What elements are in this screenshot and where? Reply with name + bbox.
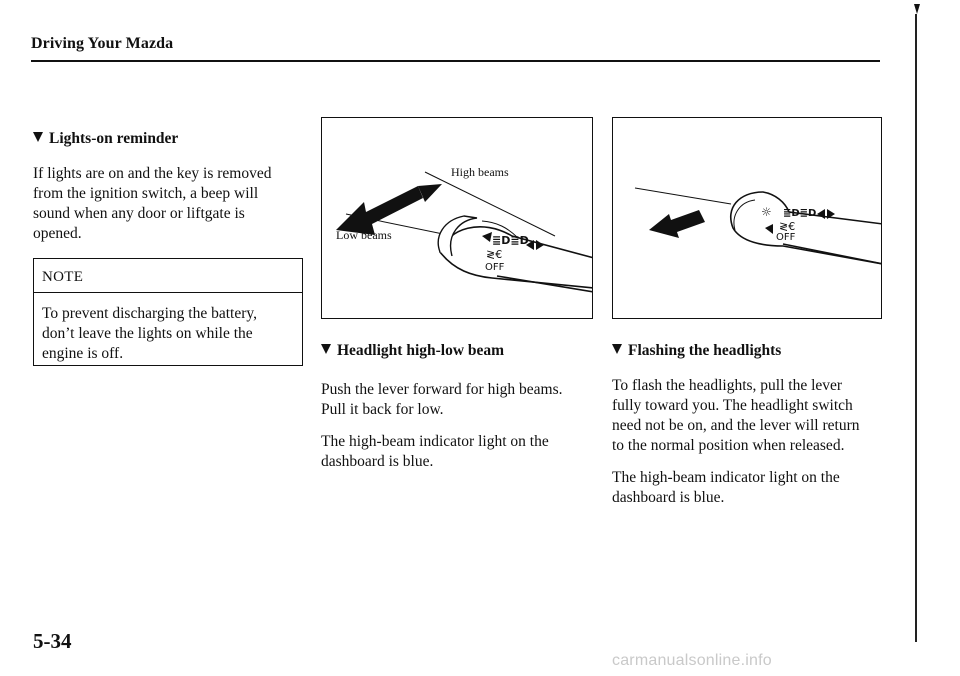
text-line: To prevent discharging the battery, xyxy=(42,305,257,322)
text-line: to the normal position when released. xyxy=(612,437,845,454)
svg-text:☼: ☼ xyxy=(761,205,772,219)
text-line: The high-beam indicator light on the xyxy=(321,433,549,450)
triangle-down-icon xyxy=(321,344,331,354)
lights-on-reminder-heading-text: Lights-on reminder xyxy=(49,130,179,147)
text-line: To flash the headlights, pull the lever xyxy=(612,377,843,394)
corner-mark-icon xyxy=(914,4,920,14)
note-text xyxy=(42,304,298,364)
text-line: from the ignition switch, a beep will xyxy=(33,185,259,202)
text-line: fully toward you. The headlight switch xyxy=(612,397,853,414)
headlight-lever-illustration xyxy=(322,118,593,319)
off-symbol: OFF xyxy=(776,232,796,243)
text-line: Push the lever forward for high beams. xyxy=(321,381,563,398)
page-number: 5-34 xyxy=(33,629,72,653)
text-line: dashboard is blue. xyxy=(321,453,434,470)
svg-text:≷€: ≷€ xyxy=(486,248,503,261)
svg-text:≷€: ≷€ xyxy=(779,220,796,233)
note-box xyxy=(33,258,303,366)
lights-on-reminder-text xyxy=(33,164,271,244)
low-beams-label: Low beams xyxy=(336,228,392,242)
watermark: carmanualsonline.info xyxy=(612,652,772,669)
headlight-high-low-beam-heading xyxy=(321,342,504,360)
flashing-paragraph-2 xyxy=(612,468,840,508)
off-symbol: OFF xyxy=(485,262,505,273)
text-line: need not be on, and the lever will return xyxy=(612,417,860,434)
svg-text:≣D≣D: ≣D≣D xyxy=(783,208,817,219)
running-header: Driving Your Mazda xyxy=(31,35,174,52)
text-line: don’t leave the lights on while the xyxy=(42,325,253,342)
headlight-high-low-beam-heading-text: Headlight high-low beam xyxy=(337,342,505,359)
text-line: If lights are on and the key is removed xyxy=(33,165,272,182)
note-title: NOTE xyxy=(42,269,84,285)
headlight-lever-illustration xyxy=(613,118,882,319)
text-line: Pull it back for low. xyxy=(321,401,444,418)
text-line: sound when any door or liftgate is xyxy=(33,205,245,222)
text-line: The high-beam indicator light on the xyxy=(612,469,840,486)
text-line: dashboard is blue. xyxy=(612,489,725,506)
high-beams-label: High beams xyxy=(451,165,509,179)
text-line: engine is off. xyxy=(42,345,124,362)
header-rule xyxy=(31,60,880,62)
high-low-paragraph-2 xyxy=(321,432,549,472)
flashing-headlights-figure xyxy=(612,117,882,319)
text-line: opened. xyxy=(33,225,82,242)
triangle-down-icon xyxy=(33,132,43,142)
arrow-left-icon xyxy=(649,210,705,238)
margin-line xyxy=(915,14,917,642)
triangle-down-icon xyxy=(612,344,622,354)
note-divider xyxy=(34,292,302,293)
flashing-headlights-heading xyxy=(612,342,781,360)
svg-text:≣D≣D: ≣D≣D xyxy=(492,234,529,247)
lights-on-reminder-heading xyxy=(33,130,178,148)
flashing-headlights-heading-text: Flashing the headlights xyxy=(628,342,782,359)
flashing-paragraph-1 xyxy=(612,376,860,456)
high-low-paragraph-1 xyxy=(321,380,562,420)
high-low-beam-figure xyxy=(321,117,593,319)
